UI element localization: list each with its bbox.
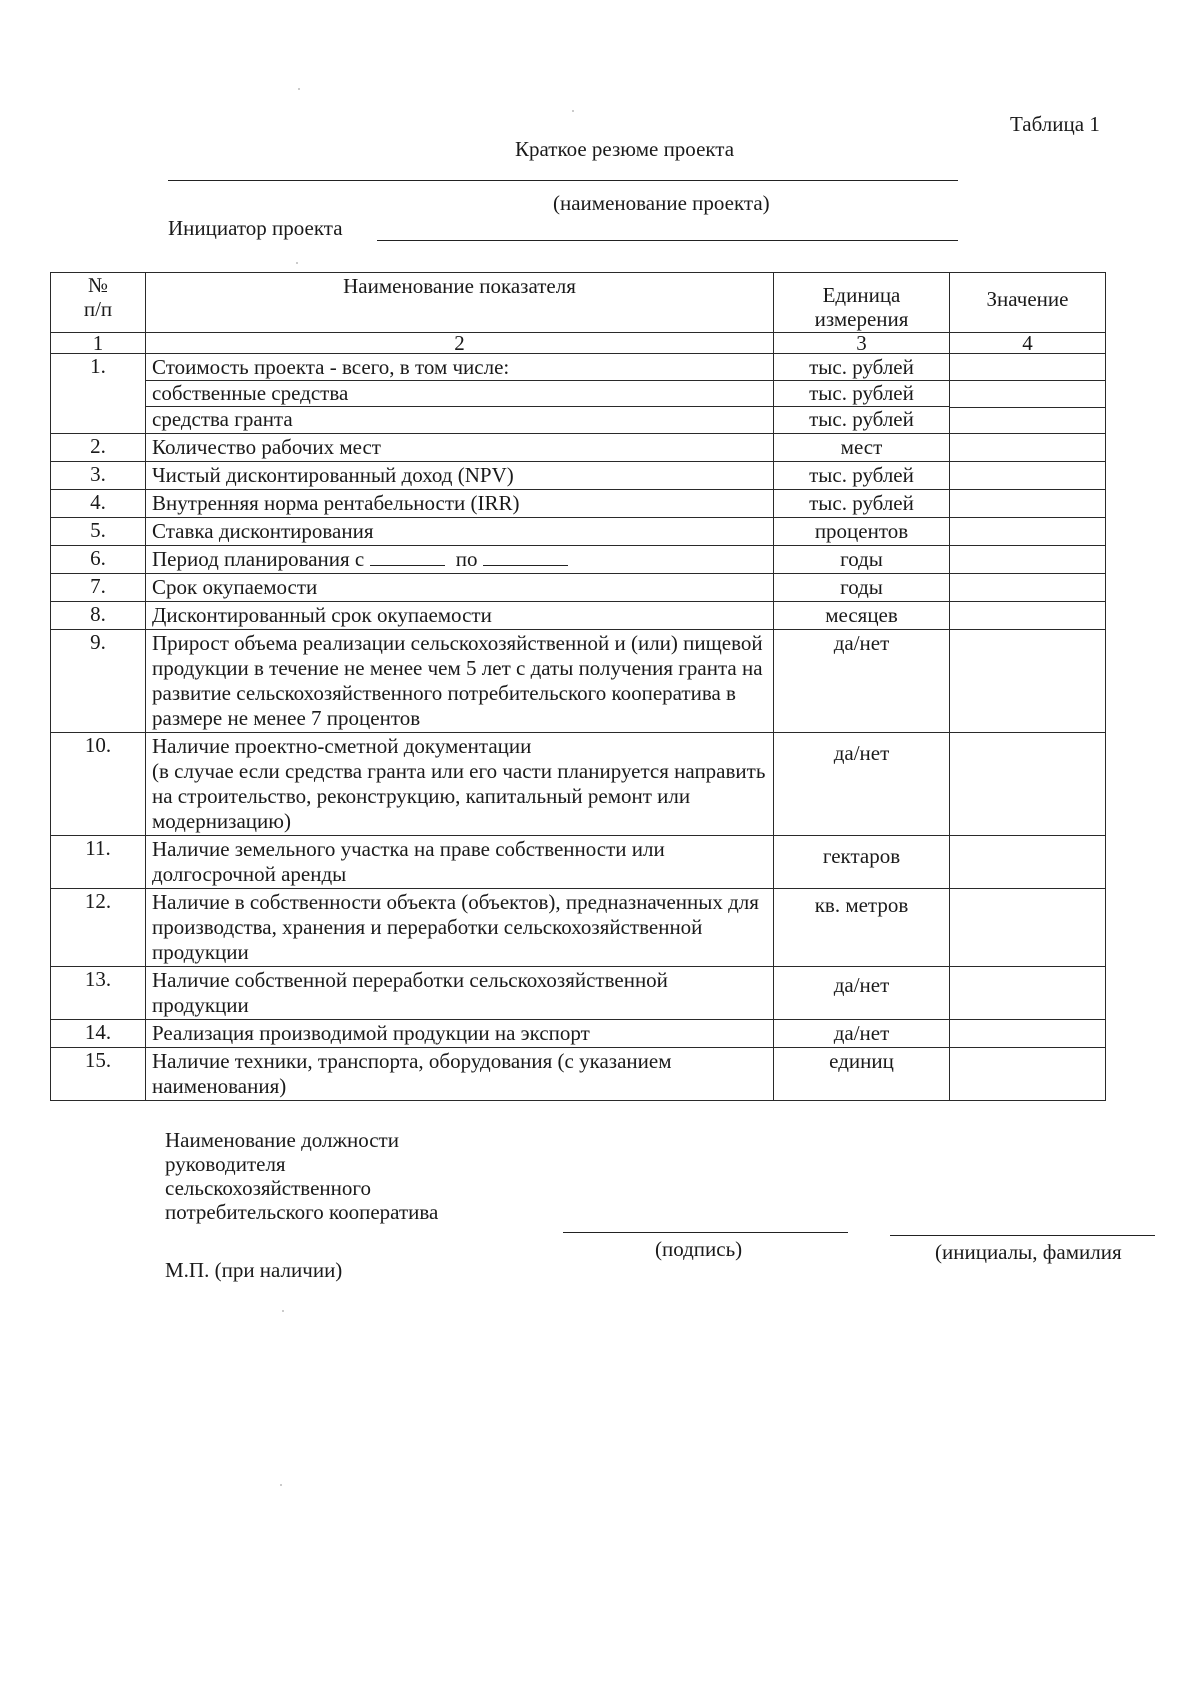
signature-caption: (подпись) (655, 1237, 743, 1261)
initials-caption: (инициалы, фамилия (935, 1240, 1122, 1264)
row-name: Реализация производимой продукции на экспорт (146, 1020, 774, 1048)
initiator-line[interactable] (377, 240, 958, 241)
scan-speck (298, 88, 300, 90)
row-unit: да/нет (774, 733, 950, 836)
table-row (51, 574, 1106, 602)
row-num: 2. (51, 434, 146, 462)
table-header-row (51, 273, 1106, 333)
row-value[interactable] (950, 1048, 1106, 1101)
row-num: 9. (51, 630, 146, 733)
row-name: Прирост объема реализации сельскохозяйственной и (или) пищевой продукции в течение не менее чем 5 лет с даты получения гранта на развитие сельскохозяйственного потребительского кооператива в размере не менее 7 процентов (146, 630, 774, 733)
head-position-label: Наименование должности руководителя сельскохозяйственного потребительского кооператива (165, 1128, 439, 1224)
row-value[interactable] (950, 546, 1106, 574)
table-row (51, 1048, 1106, 1101)
summary-table (50, 272, 1106, 1101)
row-name (146, 354, 774, 434)
period-to-label: по (455, 547, 478, 571)
row-unit: гектаров (774, 836, 950, 889)
initials-line[interactable] (890, 1235, 1155, 1236)
unit-line: тыс. рублей (774, 380, 949, 406)
row-num: 13. (51, 967, 146, 1020)
table-row (51, 354, 1106, 434)
row-num: 4. (51, 490, 146, 518)
row-num: 8. (51, 602, 146, 630)
row-num: 6. (51, 546, 146, 574)
index-cell: 3 (774, 333, 950, 354)
index-cell: 4 (950, 333, 1106, 354)
index-cell: 1 (51, 333, 146, 354)
row-line-grant-funds: средства гранта (146, 406, 773, 432)
row-num: 15. (51, 1048, 146, 1101)
row-value[interactable] (950, 574, 1106, 602)
row-unit: годы (774, 574, 950, 602)
row-name: Внутренняя норма рентабельности (IRR) (146, 490, 774, 518)
row-num: 10. (51, 733, 146, 836)
row-num: 5. (51, 518, 146, 546)
table-row (51, 546, 1106, 574)
table-row (51, 490, 1106, 518)
row-value[interactable] (950, 967, 1106, 1020)
row-value[interactable] (950, 518, 1106, 546)
row-name: Срок окупаемости (146, 574, 774, 602)
row-value[interactable] (950, 889, 1106, 967)
row-name: Наличие земельного участка на праве собственности или долгосрочной аренды (146, 836, 774, 889)
scan-speck (282, 1310, 284, 1312)
row-unit: тыс. рублей (774, 490, 950, 518)
row-num: 7. (51, 574, 146, 602)
unit-line: тыс. рублей (809, 355, 914, 379)
row-unit (774, 354, 950, 434)
row-num: 14. (51, 1020, 146, 1048)
table-row (51, 889, 1106, 967)
row-name: Наличие техники, транспорта, оборудования (с указанием наименования) (146, 1048, 774, 1101)
table-row (51, 1020, 1106, 1048)
header-num: № п/п (51, 273, 146, 333)
row-value[interactable] (950, 733, 1106, 836)
row-line-own-funds: собственные средства (146, 380, 773, 406)
row-line-total: Стоимость проекта - всего, в том числе: (152, 355, 510, 379)
scan-speck (572, 110, 574, 112)
table-row (51, 967, 1106, 1020)
table-row (51, 602, 1106, 630)
row-name (146, 546, 774, 574)
row-unit: единиц (774, 1048, 950, 1101)
row-value[interactable] (950, 462, 1106, 490)
table-row (51, 836, 1106, 889)
row-unit: процентов (774, 518, 950, 546)
initiator-label: Инициатор проекта (168, 216, 343, 240)
table-label: Таблица 1 (1010, 112, 1100, 136)
signature-line[interactable] (563, 1232, 848, 1233)
period-from-blank[interactable] (370, 547, 445, 566)
row-unit: кв. метров (774, 889, 950, 967)
row-unit: мест (774, 434, 950, 462)
row-unit: да/нет (774, 1020, 950, 1048)
row-unit: месяцев (774, 602, 950, 630)
row-value[interactable] (950, 630, 1106, 733)
page-title: Краткое резюме проекта (515, 137, 735, 161)
scan-speck (280, 1484, 282, 1486)
row-num: 11. (51, 836, 146, 889)
row-value[interactable] (950, 490, 1106, 518)
table-row (51, 462, 1106, 490)
header-unit: Единица измерения (774, 273, 950, 333)
project-name-line[interactable] (168, 180, 958, 181)
row-unit: тыс. рублей (774, 462, 950, 490)
row-unit: да/нет (774, 967, 950, 1020)
row-num: 1. (51, 354, 146, 434)
table-row (51, 630, 1106, 733)
row-value[interactable] (950, 602, 1106, 630)
project-name-caption: (наименование проекта) (553, 191, 770, 215)
row-name: Наличие в собственности объекта (объектов), предназначенных для производства, хранения и переработки сельскохозяйственной продукции (146, 889, 774, 967)
row-name: Наличие собственной переработки сельскохозяйственной продукции (146, 967, 774, 1020)
row-name: Ставка дисконтирования (146, 518, 774, 546)
table-row (51, 434, 1106, 462)
table-row (51, 518, 1106, 546)
header-value: Значение (950, 273, 1106, 333)
header-name: Наименование показателя (146, 273, 774, 333)
row-value[interactable] (950, 1020, 1106, 1048)
period-from-label: Период планирования с (152, 547, 365, 571)
unit-line: тыс. рублей (774, 406, 949, 432)
row-value[interactable] (950, 354, 1106, 434)
row-value[interactable] (950, 434, 1106, 462)
row-unit: годы (774, 546, 950, 574)
row-name: Наличие проектно-сметной документации (в случае если средства гранта или его части планируется направить на строительство, реконструкцию, капитальный ремонт или модернизацию) (146, 733, 774, 836)
index-row (51, 333, 1106, 354)
row-num: 3. (51, 462, 146, 490)
row-name: Дисконтированный срок окупаемости (146, 602, 774, 630)
index-cell: 2 (146, 333, 774, 354)
row-num: 12. (51, 889, 146, 967)
table-row (51, 733, 1106, 836)
stamp-label: М.П. (при наличии) (165, 1258, 343, 1282)
row-name: Количество рабочих мест (146, 434, 774, 462)
scan-speck (296, 262, 298, 264)
row-name: Чистый дисконтированный доход (NPV) (146, 462, 774, 490)
row-unit: да/нет (774, 630, 950, 733)
period-to-blank[interactable] (483, 547, 568, 566)
row-value[interactable] (950, 836, 1106, 889)
